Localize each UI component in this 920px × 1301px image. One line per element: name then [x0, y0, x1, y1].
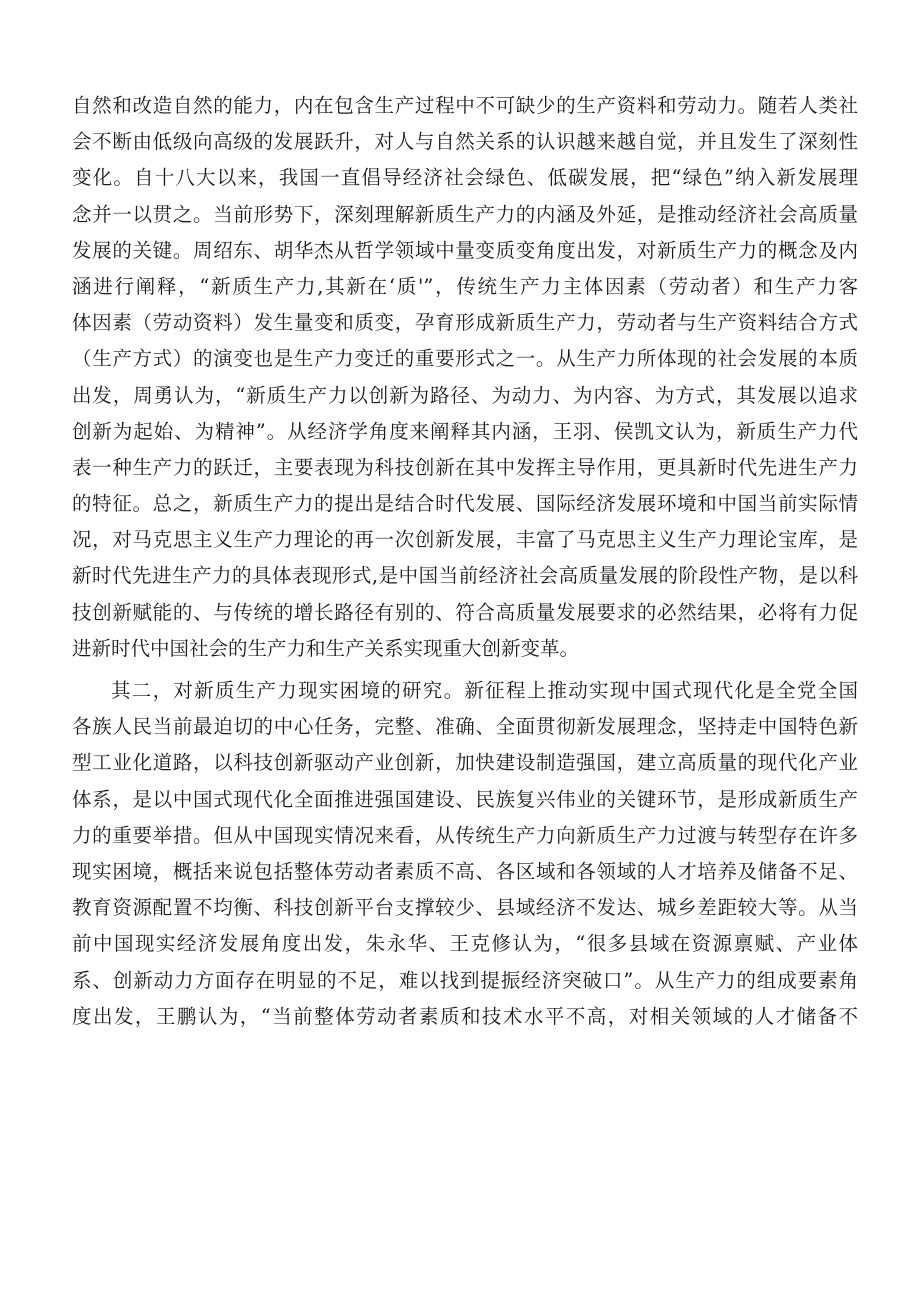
text-line: 发展的关键。周绍东、胡华杰从哲学领域中量变质变角度出发，对新质生产力的概念及内: [72, 238, 858, 262]
text-line: （生产方式）的演变也是生产力变迁的重要形式之一。从生产力所体现的社会发展的本质: [72, 347, 858, 371]
text-line: 创新为起始、为精神”。从经济学角度来阐释其内涵，王羽、侯凯文认为，新质生产力代: [72, 419, 858, 443]
text-line: 涵进行阐释，“新质生产力,其新在‘质'”，传统生产力主体因素（劳动者）和生产力客: [72, 274, 858, 298]
text-line: 各族人民当前最迫切的中心任务，完整、准确、全面贯彻新发展理念，坚持走中国特色新: [72, 715, 858, 739]
text-line: 前中国现实经济发展角度出发，朱永华、王克修认为，“很多县域在资源禀赋、产业体: [72, 932, 858, 956]
text-line: 自然和改造自然的能力，内在包含生产过程中不可缺少的生产资料和劳动力。随若人类社: [72, 94, 858, 117]
text-line: 体系，是以中国式现代化全面推进强国建设、民族复兴伟业的关键环节，是形成新质生产: [72, 787, 858, 811]
body-text: [72, 88, 858, 1035]
text-line: 念并一以贯之。当前形势下，深刻理解新质生产力的内涵及外延，是推动经济社会高质量: [72, 202, 858, 226]
text-line: 况，对马克思主义生产力理论的再一次创新发展，丰富了马克思主义生产力理论宝库，是: [72, 528, 858, 552]
text-line: 型工业化道路，以科技创新驱动产业创新，加快建设制造强国，建立高质量的现代化产业: [72, 751, 858, 775]
text-line: 新时代先进生产力的具体表现形式,是中国当前经济社会高质量发展的阶段性产物，是以科: [72, 564, 858, 588]
paragraph-2: [72, 673, 858, 1035]
text-line: 进新时代中国社会的生产力和生产关系实现重大创新变革。: [72, 636, 580, 660]
text-line: 出发，周勇认为，“新质生产力以创新为路径、为动力、为内容、为方式，其发展以追求: [72, 383, 858, 407]
text-line: 系、创新动力方面存在明显的不足，难以找到提振经济突破口”。从生产力的组成要素角: [72, 968, 858, 992]
text-line: 度出发，王鹏认为，“当前整体劳动者素质和技术水平不高，对相关领域的人才储备不: [72, 1004, 858, 1028]
text-line: 教育资源配置不均衡、科技创新平台支撑较少、县域经济不发达、城乡差距较大等。从当: [72, 896, 858, 920]
text-line: 表一种生产力的跃迁，主要表现为科技创新在其中发挥主导作用，更具新时代先进生产力: [72, 455, 858, 479]
text-line: 力的重要举措。但从中国现实情况来看，从传统生产力向新质生产力过渡与转型存在许多: [72, 823, 858, 847]
paragraph-1: [72, 88, 858, 667]
text-line: 其二，对新质生产力现实困境的研究。新征程上推动实现中国式现代化是全党全国: [111, 679, 858, 702]
text-line: 技创新赋能的、与传统的增长路径有别的、符合高质量发展要求的必然结果，必将有力促: [72, 600, 858, 624]
text-line: 会不断由低级向高级的发展跃升，对人与自然关系的认识越来越自觉，并且发生了深刻性: [72, 130, 858, 154]
text-line: 体因素（劳动资料）发生量变和质变，孕育形成新质生产力，劳动者与生产资料结合方式: [72, 311, 858, 335]
text-line: 现实困境，概括来说包括整体劳动者素质不高、各区域和各领域的人才培养及储备不足、: [72, 859, 858, 883]
text-line: 变化。自十八大以来，我国一直倡导经济社会绿色、低碳发展，把“绿色”纳入新发展理: [72, 166, 858, 190]
text-line: 的特征。总之，新质生产力的提出是结合时代发展、国际经济发展环境和中国当前实际情: [72, 492, 858, 516]
